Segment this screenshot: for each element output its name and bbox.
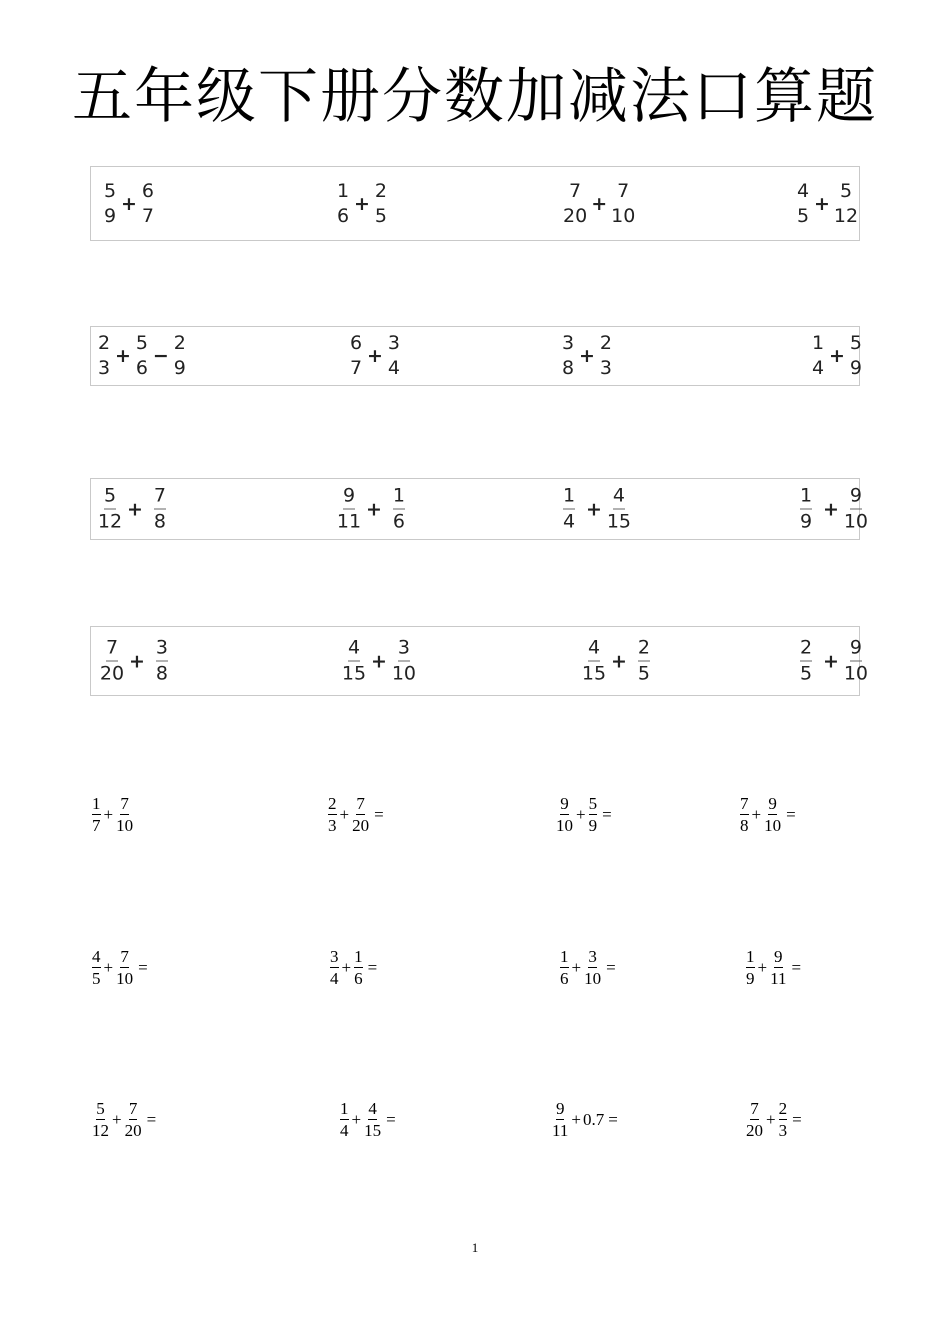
fraction [847, 334, 865, 378]
numerator: 3 [561, 332, 575, 354]
fraction [384, 484, 414, 533]
denominator: 9 [173, 357, 186, 379]
denominator: 15 [606, 510, 632, 533]
numerator: 9 [555, 1099, 565, 1118]
math-expression [90, 1100, 156, 1139]
fraction [123, 1100, 144, 1139]
problem-box [90, 478, 869, 540]
operator: + [579, 345, 595, 367]
operator: + [766, 1109, 776, 1129]
denominator: 4 [811, 357, 825, 379]
fraction [832, 179, 860, 227]
numerator: 4 [368, 1099, 377, 1118]
fraction [90, 1100, 111, 1139]
denominator: 10 [764, 816, 782, 835]
operator: + [366, 498, 382, 520]
operator: + [103, 957, 114, 977]
math-expression [554, 795, 612, 834]
denominator: 8 [740, 816, 749, 835]
numerator: 2 [374, 179, 387, 202]
decimal-term: 0.7 [582, 1109, 605, 1129]
fraction [777, 1100, 790, 1139]
numerator: 2 [638, 639, 650, 662]
math-expression [95, 334, 189, 378]
equals-sign: = [374, 804, 384, 824]
fraction [559, 334, 577, 378]
denominator: 20 [99, 662, 125, 685]
denominator: 20 [746, 1121, 763, 1140]
numerator: 5 [135, 332, 148, 354]
denominator: 6 [135, 357, 148, 379]
math-expression [791, 636, 871, 685]
equals-sign: = [786, 804, 796, 824]
fraction [561, 179, 589, 227]
fraction [372, 179, 390, 227]
math-expression [554, 484, 634, 533]
fraction [145, 484, 175, 533]
denominator: 12 [833, 204, 859, 227]
fraction [738, 795, 751, 834]
fraction [558, 948, 571, 987]
denominator: 8 [155, 662, 168, 685]
denominator: 8 [153, 510, 166, 533]
fraction [114, 795, 135, 834]
denominator: 20 [563, 204, 588, 227]
numerator: 9 [850, 487, 862, 510]
fraction [97, 636, 127, 685]
math-expression [744, 948, 801, 987]
denominator: 5 [799, 662, 813, 685]
math-expression [339, 636, 419, 685]
fraction [385, 334, 403, 378]
operator: + [371, 650, 387, 672]
page-number: 1 [471, 1240, 479, 1255]
fraction [841, 484, 871, 533]
fraction [604, 484, 634, 533]
denominator: 5 [637, 662, 650, 685]
numerator: 7 [106, 639, 118, 662]
fraction [338, 1100, 351, 1139]
operator: + [115, 345, 131, 367]
problem-box [90, 626, 869, 696]
operator: + [127, 498, 143, 520]
numerator: 7 [740, 794, 749, 813]
denominator: 9 [588, 816, 598, 835]
math-expression [744, 1100, 802, 1139]
numerator: 1 [92, 794, 101, 813]
denominator: 8 [561, 357, 575, 379]
math-expression [95, 484, 175, 533]
math-expression [791, 484, 871, 533]
denominator: 3 [778, 1121, 788, 1140]
math-expression [101, 179, 157, 227]
denominator: 15 [364, 1121, 382, 1140]
math-expression [559, 334, 615, 378]
fraction [791, 484, 821, 533]
denominator: 5 [92, 969, 101, 988]
math-expression [97, 636, 177, 685]
denominator: 10 [116, 816, 134, 835]
denominator: 15 [581, 662, 607, 685]
fraction [147, 636, 177, 685]
fraction [744, 948, 757, 987]
fraction [347, 334, 365, 378]
fraction [762, 795, 783, 834]
fraction [114, 948, 135, 987]
numerator: 5 [588, 794, 598, 813]
fraction [587, 795, 600, 834]
math-expression [579, 636, 659, 685]
numerator: 2 [97, 332, 111, 354]
numerator: 5 [96, 1099, 105, 1118]
math-expression [326, 795, 384, 834]
denominator: 3 [328, 816, 337, 835]
operator: + [121, 192, 137, 215]
fraction [597, 334, 615, 378]
denominator: 12 [92, 1121, 109, 1140]
numerator: 7 [617, 179, 630, 202]
math-expression [561, 179, 637, 227]
numerator: 2 [328, 794, 337, 813]
numerator: 1 [560, 947, 569, 966]
numerator: 1 [746, 947, 755, 966]
fraction [841, 636, 871, 685]
equals-sign: = [602, 804, 612, 824]
denominator: 10 [611, 204, 636, 227]
fraction [171, 334, 189, 378]
math-expression [550, 1100, 618, 1139]
fraction [352, 948, 365, 987]
equals-sign: = [791, 957, 802, 977]
numerator: 6 [349, 332, 363, 354]
math-expression [809, 334, 865, 378]
page-title: 五年级下册分数加减法口算题 [72, 62, 878, 132]
operator: + [823, 498, 839, 520]
denominator: 7 [141, 204, 154, 227]
math-expression [334, 484, 414, 533]
denominator: 4 [387, 357, 400, 379]
fraction [362, 1100, 383, 1139]
fraction [326, 795, 339, 834]
operator: + [814, 192, 830, 215]
problem-row [90, 795, 860, 855]
denominator: 3 [97, 357, 111, 379]
operator: + [571, 957, 582, 977]
denominator: 10 [391, 662, 417, 685]
equals-sign: = [146, 1109, 157, 1129]
problem-row [90, 1100, 860, 1160]
denominator: 9 [746, 969, 755, 988]
fraction [389, 636, 419, 685]
math-expression [347, 334, 403, 378]
operator: − [152, 345, 169, 367]
denominator: 6 [354, 969, 363, 988]
fraction [350, 795, 371, 834]
operator: + [341, 957, 352, 977]
fraction [550, 1100, 570, 1139]
numerator: 9 [850, 639, 862, 662]
operator: + [571, 1109, 581, 1129]
fraction [339, 636, 369, 685]
numerator: 2 [173, 332, 186, 354]
fraction [90, 795, 103, 834]
equals-sign: = [606, 957, 616, 977]
numerator: 3 [398, 639, 410, 662]
denominator: 3 [599, 357, 612, 379]
fraction [328, 948, 341, 987]
denominator: 9 [799, 510, 813, 533]
denominator: 20 [124, 1121, 142, 1140]
operator: + [351, 1109, 362, 1129]
fraction [579, 636, 609, 685]
operator: + [112, 1109, 122, 1129]
denominator: 6 [392, 510, 405, 533]
numerator: 9 [343, 487, 355, 510]
fraction [794, 179, 812, 227]
numerator: 7 [356, 794, 365, 813]
denominator: 10 [584, 969, 602, 988]
math-expression [90, 795, 135, 834]
numerator: 4 [588, 639, 600, 662]
equals-sign: = [138, 957, 148, 977]
operator: + [757, 957, 768, 977]
denominator: 12 [97, 510, 123, 533]
numerator: 5 [104, 487, 116, 510]
denominator: 5 [374, 204, 387, 227]
operator: + [829, 345, 845, 367]
operator: + [823, 650, 839, 672]
fraction [554, 795, 575, 834]
operator: + [367, 345, 383, 367]
denominator: 5 [796, 204, 810, 227]
numerator: 4 [613, 487, 625, 510]
numerator: 4 [348, 639, 360, 662]
numerator: 7 [120, 794, 129, 813]
math-expression [90, 948, 148, 987]
denominator: 7 [349, 357, 363, 379]
numerator: 3 [156, 639, 168, 662]
numerator: 5 [849, 332, 862, 354]
problem-box [90, 166, 860, 241]
fraction [629, 636, 659, 685]
operator: + [576, 804, 586, 824]
denominator: 9 [849, 357, 862, 379]
numerator: 2 [800, 639, 812, 662]
numerator: 7 [154, 487, 166, 510]
fraction [768, 948, 788, 987]
denominator: 15 [341, 662, 367, 685]
denominator: 11 [336, 510, 362, 533]
numerator: 1 [340, 1099, 349, 1118]
fraction [101, 179, 119, 227]
denominator: 11 [770, 969, 787, 988]
operator: + [354, 192, 370, 215]
numerator: 1 [811, 332, 825, 354]
equals-sign: = [386, 1109, 396, 1129]
denominator: 4 [340, 1121, 349, 1140]
fraction [95, 334, 113, 378]
numerator: 1 [800, 487, 812, 510]
numerator: 9 [768, 794, 777, 813]
denominator: 7 [92, 816, 101, 835]
operator: + [586, 498, 602, 520]
fraction [90, 948, 103, 987]
denominator: 4 [330, 969, 339, 988]
numerator: 7 [120, 947, 129, 966]
math-expression [738, 795, 796, 834]
fraction [809, 334, 827, 378]
numerator: 3 [588, 947, 597, 966]
numerator: 4 [92, 947, 101, 966]
fraction [744, 1100, 765, 1139]
numerator: 1 [354, 947, 363, 966]
numerator: 5 [839, 179, 853, 202]
math-expression [338, 1100, 396, 1139]
equals-sign: = [608, 1109, 618, 1129]
numerator: 7 [128, 1099, 138, 1118]
denominator: 10 [556, 816, 573, 835]
numerator: 2 [599, 332, 612, 354]
fraction [95, 484, 125, 533]
denominator: 10 [843, 662, 869, 685]
operator: + [339, 804, 350, 824]
fraction [133, 334, 151, 378]
denominator: 9 [103, 204, 117, 227]
denominator: 6 [336, 204, 350, 227]
numerator: 9 [774, 947, 783, 966]
fraction [334, 484, 364, 533]
fraction [554, 484, 584, 533]
numerator: 9 [560, 794, 569, 813]
denominator: 11 [552, 1121, 569, 1140]
problem-row [90, 948, 860, 1008]
fraction [582, 948, 603, 987]
equals-sign: = [367, 957, 378, 977]
operator: + [611, 650, 627, 672]
fraction [139, 179, 157, 227]
numerator: 6 [141, 179, 154, 202]
numerator: 3 [330, 947, 339, 966]
math-expression [794, 179, 860, 227]
numerator: 7 [750, 1099, 759, 1118]
denominator: 10 [843, 510, 869, 533]
numerator: 7 [569, 179, 582, 202]
numerator: 5 [103, 179, 117, 202]
denominator: 4 [562, 510, 576, 533]
equals-sign: = [792, 1109, 802, 1129]
math-expression [334, 179, 390, 227]
denominator: 6 [560, 969, 569, 988]
operator: + [591, 192, 608, 215]
numerator: 1 [563, 487, 575, 510]
fraction [791, 636, 821, 685]
denominator: 10 [116, 969, 134, 988]
numerator: 1 [336, 179, 350, 202]
operator: + [751, 804, 762, 824]
numerator: 4 [796, 179, 810, 202]
numerator: 2 [778, 1099, 788, 1118]
operator: + [103, 804, 114, 824]
problem-box [90, 326, 860, 386]
fraction [334, 179, 352, 227]
operator: + [129, 650, 145, 672]
math-expression [328, 948, 377, 987]
math-expression [558, 948, 616, 987]
numerator: 1 [393, 487, 405, 510]
numerator: 3 [387, 332, 400, 354]
denominator: 20 [352, 816, 370, 835]
fraction [609, 179, 637, 227]
